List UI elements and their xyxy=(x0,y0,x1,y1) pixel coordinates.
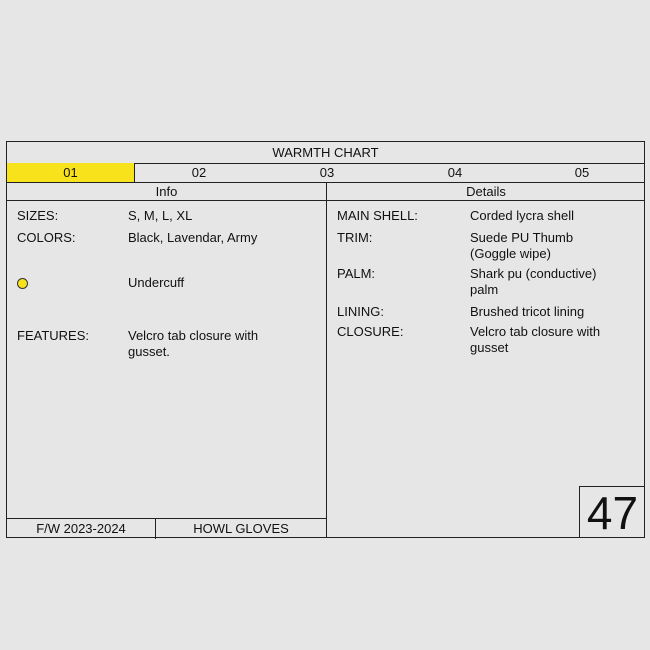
lining-value: Brushed tricot lining xyxy=(470,304,585,319)
lining-label: LINING: xyxy=(337,304,384,319)
warmth-chart-card xyxy=(6,141,645,538)
yellow-dot-icon xyxy=(17,278,28,289)
product-number: 47 xyxy=(579,486,645,538)
product-name: HOWL GLOVES xyxy=(193,521,289,536)
colors-label: COLORS: xyxy=(17,230,76,245)
rating-05: 05 xyxy=(574,165,590,180)
rating-04: 04 xyxy=(447,165,463,180)
info-heading: Info xyxy=(7,182,326,201)
closure-value: Velcro tab closure with gusset xyxy=(470,324,601,355)
main-shell-label: MAIN SHELL: xyxy=(337,208,418,223)
rating-02: 02 xyxy=(191,165,207,180)
trim-value: Suede PU Thumb (Goggle wipe) xyxy=(470,230,574,261)
cuff-value: Undercuff xyxy=(128,275,185,290)
main-shell-value: Corded lycra shell xyxy=(470,208,575,223)
trim-label: TRIM: xyxy=(337,230,373,245)
rating-03: 03 xyxy=(319,165,335,180)
rating-01: 01 xyxy=(7,163,135,182)
chart-title: WARMTH CHART xyxy=(7,142,644,164)
sizes-label: SIZES: xyxy=(17,208,59,223)
colors-value: Black, Lavendar, Army xyxy=(128,230,258,245)
column-divider xyxy=(326,182,327,538)
closure-label: CLOSURE: xyxy=(337,324,404,339)
details-heading: Details xyxy=(327,182,645,201)
footer xyxy=(7,518,327,539)
palm-label: PALM: xyxy=(337,266,376,281)
warmth-rating-scale xyxy=(7,163,644,183)
features-label: FEATURES: xyxy=(17,328,89,343)
features-value: Velcro tab closure with gusset. xyxy=(128,328,259,359)
sizes-value: S, M, L, XL xyxy=(128,208,193,223)
season-label: F/W 2023-2024 xyxy=(7,519,156,539)
palm-value: Shark pu (conductive) palm xyxy=(470,266,597,297)
